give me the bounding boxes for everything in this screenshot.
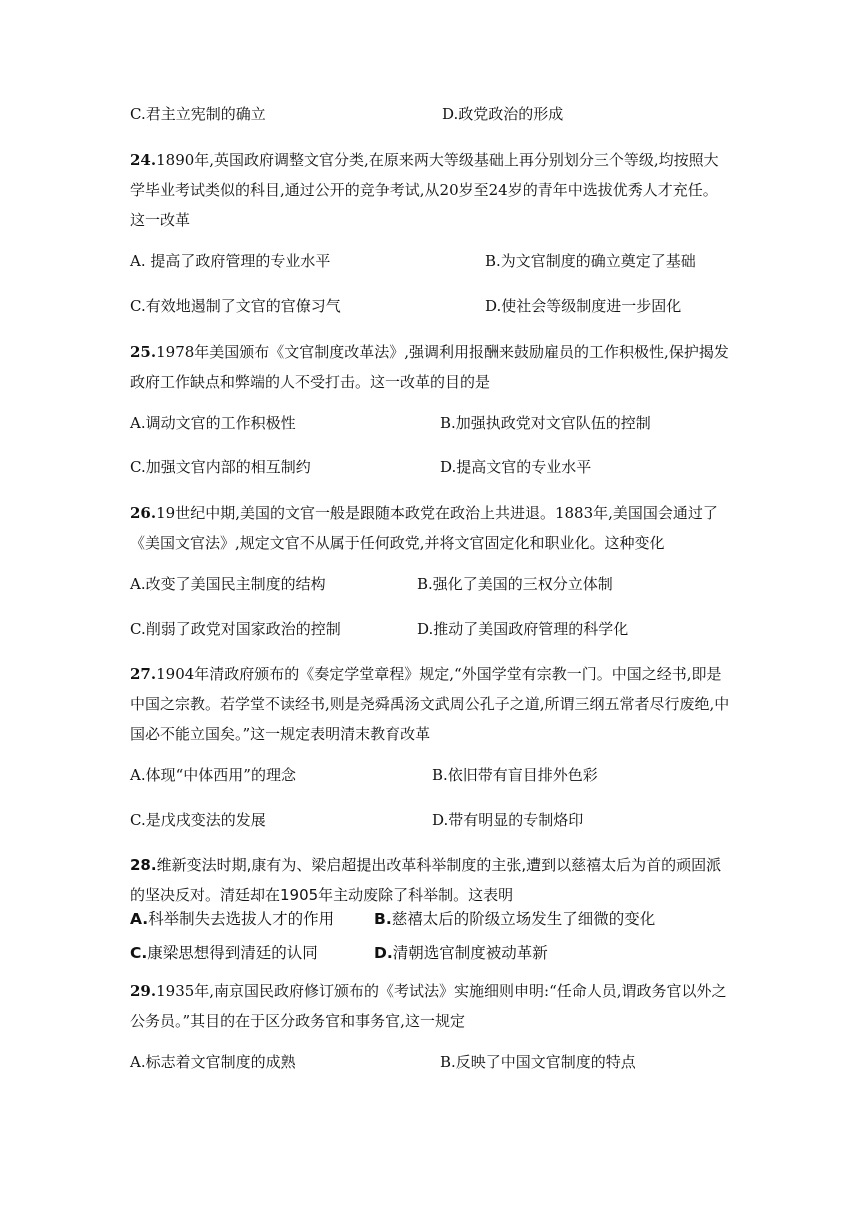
q26-option-c: C.削弱了政党对国家政治的控制 — [130, 620, 341, 638]
q25-option-b: B.加强执政党对文官队伍的控制 — [440, 414, 651, 432]
question-number: 25. — [130, 343, 157, 361]
question-number: 29. — [130, 982, 157, 1000]
q29-option-b: B.反映了中国文官制度的特点 — [440, 1053, 636, 1071]
question-text: 1935年,南京国民政府修订颁布的《考试法》实施细则申明:“任命人员,谓政务官以外之公务员。”其目的在于区分政务官和事务官,这一规定 — [130, 982, 727, 1030]
question-number: 24. — [130, 151, 157, 169]
question-24-stem — [130, 145, 730, 235]
option-letter: B. — [374, 910, 392, 928]
q26-option-d: D.推动了美国政府管理的科学化 — [417, 620, 629, 638]
q23-option-d: D.政党政治的形成 — [442, 105, 564, 123]
q27-option-c: C.是戊戌变法的发展 — [130, 811, 266, 829]
option-letter: D. — [374, 944, 393, 962]
question-number: 26. — [130, 504, 157, 522]
option-text: 科举制失去选拔人才的作用 — [148, 910, 335, 928]
q26-option-b: B.强化了美国的三权分立体制 — [417, 575, 613, 593]
question-text: 1904年清政府颁布的《奏定学堂章程》规定,“外国学堂有宗教一门。中国之经书,即是中国之宗教。若学堂不读经书,则是尧舜禹汤文武周公孔子之道,所谓三纲五常者尽行废绝,中国必不能立国矣。”这一规定表明清末教育改革 — [130, 665, 730, 743]
question-26-stem — [130, 498, 730, 558]
question-25-stem — [130, 337, 730, 397]
q23-option-c: C.君主立宪制的确立 — [130, 105, 266, 123]
q28-option-b — [374, 908, 655, 930]
question-text: 1890年,英国政府调整文官分类,在原来两大等级基础上再分别划分三个等级,均按照大学毕业考试类似的科目,通过公开的竞争考试,从20岁至24岁的青年中选拔优秀人才充任。这一改革 — [130, 151, 719, 229]
q24-option-c: C.有效地遏制了文官的官僚习气 — [130, 297, 341, 315]
q27-option-d: D.带有明显的专制烙印 — [432, 811, 584, 829]
q26-option-a: A.改变了美国民主制度的结构 — [130, 575, 326, 593]
option-text: 慈禧太后的阶级立场发生了细微的变化 — [391, 910, 656, 928]
q28-option-c — [130, 942, 318, 964]
q27-option-b: B.依旧带有盲目排外色彩 — [432, 766, 598, 784]
q27-option-a: A.体现“中体西用”的理念 — [130, 766, 296, 784]
option-letter: A. — [130, 910, 149, 928]
question-number: 28. — [130, 856, 157, 874]
question-text: 维新变法时期,康有为、梁启超提出改革科举制度的主张,遭到以慈禧太后为首的顽固派的坚决反对。清廷却在1905年主动废除了科举制。这表明 — [130, 856, 722, 904]
q29-option-a: A.标志着文官制度的成熟 — [130, 1053, 296, 1071]
q28-option-a — [130, 908, 334, 930]
question-28-stem — [130, 850, 730, 910]
question-text: 1978年美国颁布《文官制度改革法》,强调利用报酬来鼓励雇员的工作积极性,保护揭发政府工作缺点和弊端的人不受打击。这一改革的目的是 — [130, 343, 729, 391]
q24-option-a: A. 提高了政府管理的专业水平 — [130, 252, 331, 270]
q24-option-b: B.为文官制度的确立奠定了基础 — [485, 252, 696, 270]
option-text: 康梁思想得到清廷的认同 — [147, 944, 318, 962]
option-letter: C. — [130, 944, 148, 962]
q24-option-d: D.使社会等级制度进一步固化 — [485, 297, 682, 315]
question-text: 19世纪中期,美国的文官一般是跟随本政党在政治上共进退。1883年,美国国会通过了《美国文官法》,规定文官不从属于任何政党,并将文官固定化和职业化。这种变化 — [130, 504, 718, 552]
q25-option-c: C.加强文官内部的相互制约 — [130, 458, 311, 476]
option-text: 清朝选官制度被动革新 — [392, 944, 548, 962]
question-29-stem — [130, 976, 730, 1036]
q25-option-d: D.提高文官的专业水平 — [440, 458, 592, 476]
question-number: 27. — [130, 665, 157, 683]
q28-option-d — [374, 942, 548, 964]
question-27-stem — [130, 659, 730, 749]
q25-option-a: A.调动文官的工作积极性 — [130, 414, 296, 432]
